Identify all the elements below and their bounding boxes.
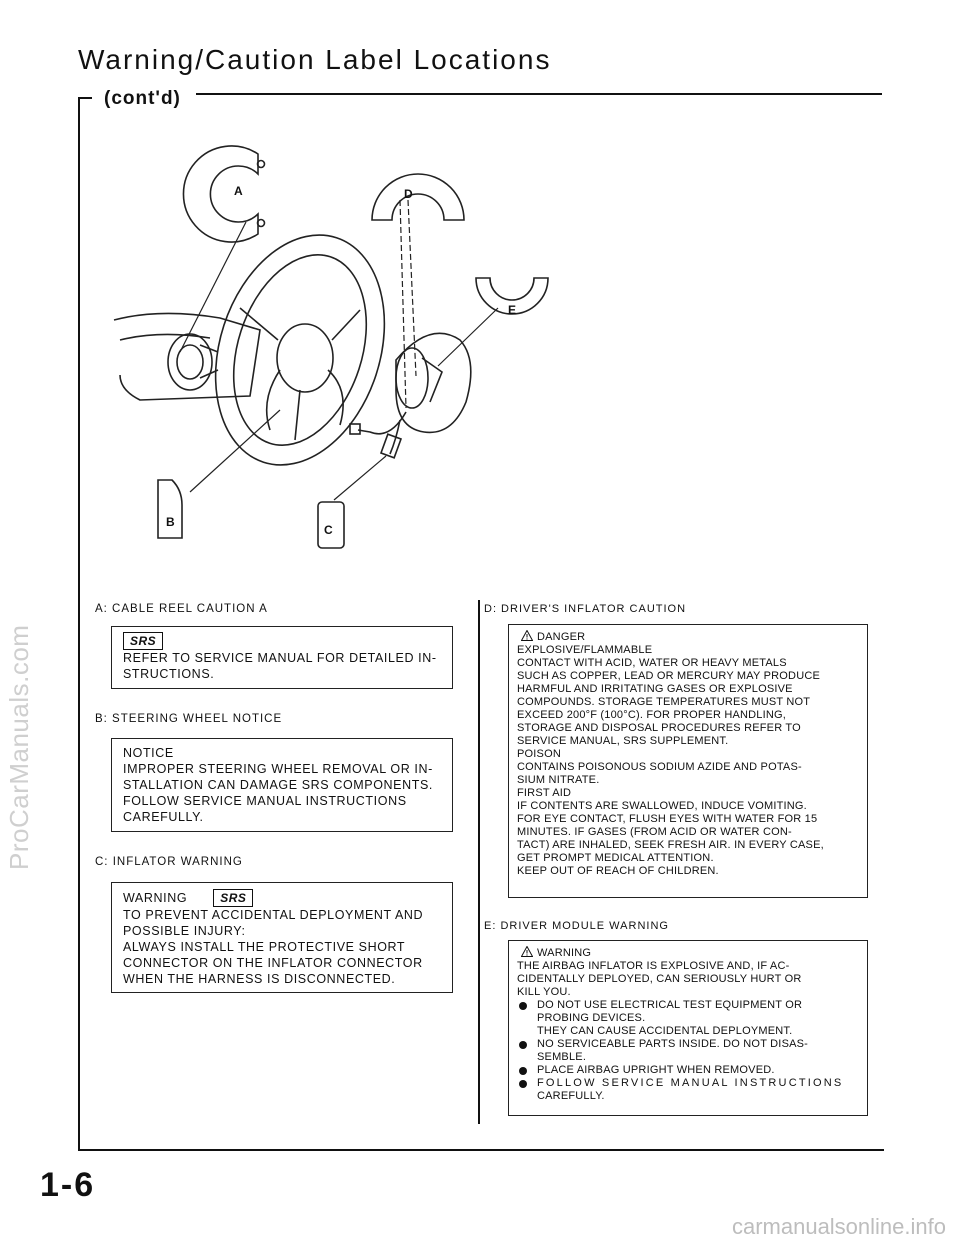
label-d-line: KEEP OUT OF REACH OF CHILDREN. [517, 865, 719, 877]
section-b-heading: B: STEERING WHEEL NOTICE [95, 713, 283, 725]
section-a-heading: A: CABLE REEL CAUTION A [95, 603, 268, 615]
bullet-line: CAREFULLY. [537, 1090, 605, 1102]
bullet-dot-icon [519, 1002, 527, 1010]
bullet-dot-icon [519, 1080, 527, 1088]
bullet-line: PROBING DEVICES. [537, 1012, 646, 1024]
header-rule-left [78, 97, 92, 99]
label-e-bullet [517, 1077, 859, 1103]
section-c-heading: C: INFLATOR WARNING [95, 856, 243, 868]
label-d-line: POISON [517, 748, 561, 760]
bullet-line: PLACE AIRBAG UPRIGHT WHEN REMOVED. [537, 1064, 775, 1076]
label-d-line: CONTACT WITH ACID, WATER OR HEAVY METALS [517, 657, 787, 669]
label-b-line: FOLLOW SERVICE MANUAL INSTRUCTIONS [123, 794, 407, 808]
label-e-bullet [517, 999, 859, 1038]
page-title: Warning/Caution Label Locations [78, 44, 552, 75]
label-d-line: SUCH AS COPPER, LEAD OR MERCURY MAY PRODUCE [517, 670, 821, 682]
label-d-line: HARMFUL AND IRRITATING GASES OR EXPLOSIVE [517, 683, 793, 695]
callout-a: A [234, 184, 243, 198]
watermark-side: ProCarManuals.com [4, 624, 34, 870]
bullet-line: SEMBLE. [537, 1051, 587, 1063]
label-d-line: FOR EYE CONTACT, FLUSH EYES WITH WATER FOR 15 [517, 813, 818, 825]
label-b-line: STALLATION CAN DAMAGE SRS COMPONENTS. [123, 778, 433, 792]
label-b-shape [158, 480, 182, 538]
bullet-line: DO NOT USE ELECTRICAL TEST EQUIPMENT OR [537, 999, 803, 1011]
bullet-line: FOLLOW SERVICE MANUAL INSTRUCTIONS [537, 1077, 844, 1089]
callout-b: B [166, 515, 175, 529]
bullet-dot-icon [519, 1067, 527, 1075]
label-d-line: SIUM NITRATE. [517, 774, 600, 786]
callout-c: C [324, 523, 333, 537]
label-d-line: SERVICE MANUAL, SRS SUPPLEMENT. [517, 735, 729, 747]
steering-wheel-diagram [100, 140, 580, 560]
column-divider [478, 600, 480, 1124]
header-rule-right [196, 93, 882, 95]
label-d-line: COMPOUNDS. STORAGE TEMPERATURES MUST NOT [517, 696, 811, 708]
frame-left-rule [78, 97, 80, 1150]
label-c-line: ALWAYS INSTALL THE PROTECTIVE SHORT [123, 940, 406, 954]
label-e-warning: WARNING [537, 947, 592, 959]
section-e-heading: E: DRIVER MODULE WARNING [484, 920, 669, 932]
section-d-heading: D: DRIVER'S INFLATOR CAUTION [484, 603, 687, 615]
label-d-shape [372, 174, 464, 220]
label-b-box [111, 738, 453, 832]
label-d-line: FIRST AID [517, 787, 572, 799]
label-d-box [508, 624, 868, 898]
label-c-warning: WARNING [123, 891, 188, 905]
label-c-line: CONNECTOR ON THE INFLATOR CONNECTOR [123, 956, 423, 970]
callout-d: D [404, 187, 413, 201]
label-b-line: CAREFULLY. [123, 810, 204, 824]
warning-triangle-icon [521, 630, 533, 641]
label-e-bullet [517, 1038, 859, 1064]
label-a-box [111, 626, 453, 689]
label-d-line: MINUTES. IF GASES (FROM ACID OR WATER CON- [517, 826, 792, 838]
label-c-line: TO PREVENT ACCIDENTAL DEPLOYMENT AND [123, 908, 424, 922]
srs-badge: SRS [123, 632, 163, 650]
label-a-line: STRUCTIONS. [123, 667, 215, 681]
label-d-line: TACT) ARE INHALED, SEEK FRESH AIR. IN EVERY CASE, [517, 839, 824, 851]
label-d-line: STORAGE AND DISPOSAL PROCEDURES REFER TO [517, 722, 801, 734]
bullet-line: NO SERVICEABLE PARTS INSIDE. DO NOT DISAS- [537, 1038, 809, 1050]
label-d-line: GET PROMPT MEDICAL ATTENTION. [517, 852, 714, 864]
label-b-line: IMPROPER STEERING WHEEL REMOVAL OR IN- [123, 762, 433, 776]
label-d-line: CONTAINS POISONOUS SODIUM AZIDE AND POTAS- [517, 761, 802, 773]
label-c-box [111, 882, 453, 993]
bullet-dot-icon [519, 1041, 527, 1049]
bullet-line: THEY CAN CAUSE ACCIDENTAL DEPLOYMENT. [537, 1025, 793, 1037]
label-e-box [508, 940, 868, 1116]
label-c-line: POSSIBLE INJURY: [123, 924, 246, 938]
callout-e: E [508, 303, 517, 317]
warning-triangle-icon [521, 946, 533, 957]
label-a-line: REFER TO SERVICE MANUAL FOR DETAILED IN- [123, 651, 437, 665]
label-d-line: IF CONTENTS ARE SWALLOWED, INDUCE VOMITING. [517, 800, 807, 812]
page-subtitle: (cont'd) [104, 88, 181, 109]
label-e-intro: CIDENTALLY DEPLOYED, CAN SERIOUSLY HURT OR [517, 973, 802, 985]
label-a-shape [183, 146, 258, 242]
watermark-bottom: carmanualsonline.info [731, 1214, 946, 1239]
label-c-line: WHEN THE HARNESS IS DISCONNECTED. [123, 972, 396, 986]
label-e-intro: KILL YOU. [517, 986, 571, 998]
page-number: 1-6 [40, 1166, 96, 1204]
srs-badge: SRS [213, 889, 253, 907]
label-e-intro: THE AIRBAG INFLATOR IS EXPLOSIVE AND, IF AC- [517, 960, 790, 972]
label-d-danger: DANGER [537, 631, 586, 643]
label-e-bullet [517, 1064, 859, 1077]
label-d-line: EXPLOSIVE/FLAMMABLE [517, 644, 653, 656]
frame-bottom-rule [78, 1149, 884, 1151]
label-d-line: EXCEED 200°F (100°C). FOR PROPER HANDLING, [517, 709, 787, 721]
label-b-line: NOTICE [123, 746, 174, 760]
